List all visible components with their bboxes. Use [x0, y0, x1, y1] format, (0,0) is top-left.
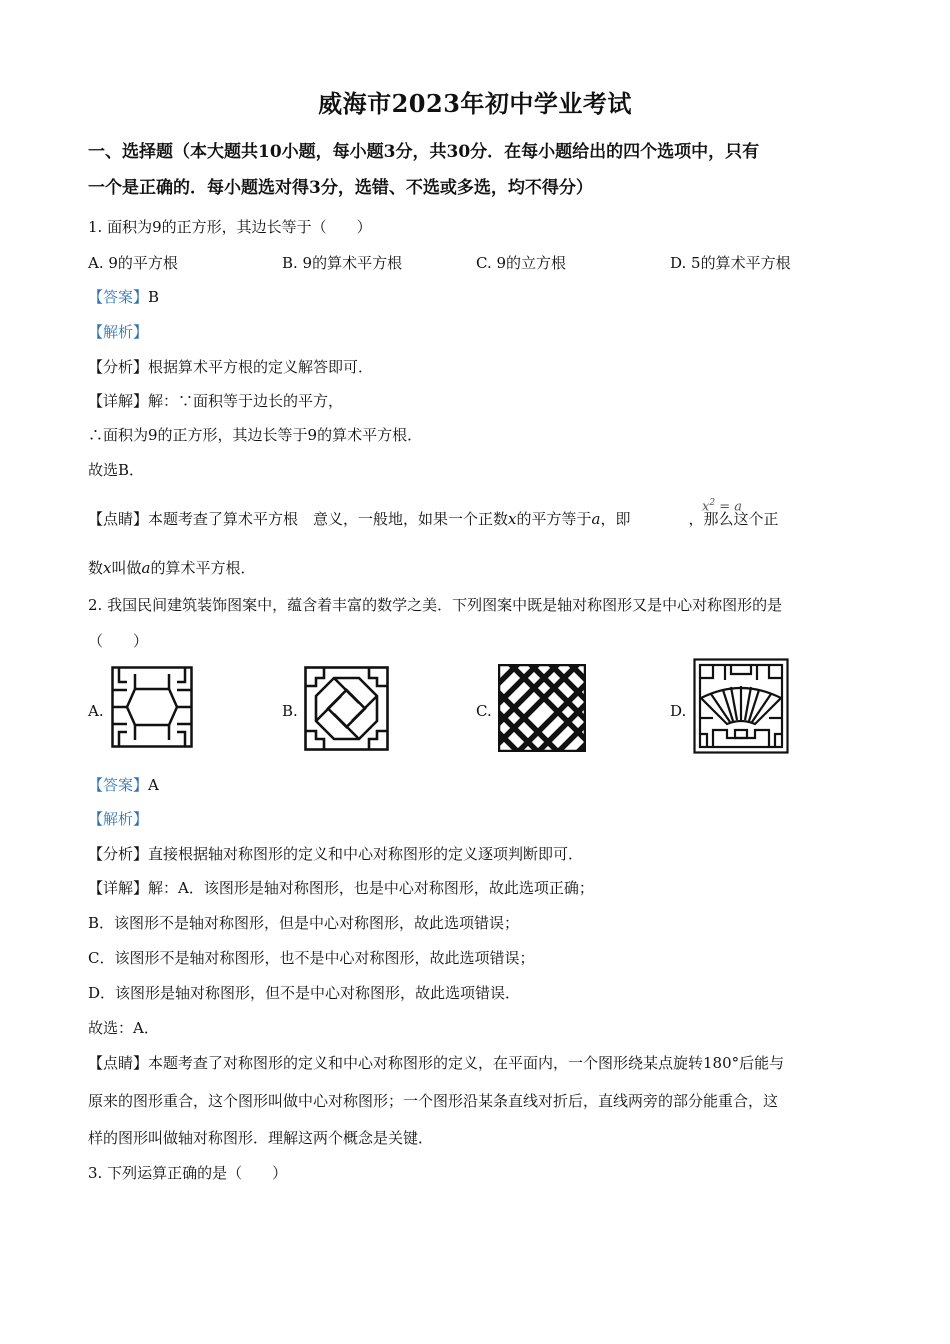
page-title: 威海市2023年初中学业考试: [318, 89, 632, 118]
q2-comment-1: 【点睛】本题考查了对称图形的定义和中心对称图形的定义，在平面内，一个图形绕某点旋转180°后能与: [88, 1054, 785, 1072]
pattern-d-figure: [693, 658, 789, 754]
pattern-b-figure: [304, 666, 389, 751]
q2-label-b: B.: [282, 702, 298, 720]
section-heading-line1: 一、选择题（本大题共10小题，每小题3分，共30分．在每小题给出的四个选项中，只有: [88, 142, 760, 162]
q2-detail-1: 【详解】解：A．该图形是轴对称图形，也是中心对称图形，故此选项正确；: [88, 879, 594, 897]
q2-analysis-tag: 【解析】: [88, 810, 149, 828]
q1-answer: [88, 286, 159, 307]
q2-stem: 2. 我国民间建筑装饰图案中，蕴含着丰富的数学之美．下列图案中既是轴对称图形又是中心对称图形的是: [88, 596, 783, 614]
pattern-c-figure: [498, 664, 586, 752]
q2-label-a: A.: [88, 702, 104, 720]
q1-stem: 1. 面积为9的正方形，其边长等于（ ）: [88, 218, 372, 236]
q2-detail-3: C．该图形不是轴对称图形，也不是中心对称图形，故此选项错误；: [88, 949, 535, 967]
q1-option-b: B. 9的算术平方根: [282, 254, 403, 272]
q2-label-d: D.: [670, 702, 687, 720]
q1-formula: $x^2 = a$: [702, 498, 742, 515]
q1-comment-line1: 【点睛】本题考查了算术平方根 意义，一般地，如果一个正数x的平方等于a，即 ，那么这个正: [88, 510, 779, 528]
q2-label-c: C.: [476, 702, 492, 720]
q1-option-d: D. 5的算术平方根: [670, 254, 791, 272]
q1-detail-1: 【详解】解：∵面积等于边长的平方，: [88, 392, 344, 410]
q2-choose: 故选：A．: [88, 1019, 159, 1037]
q1-option-c: C. 9的立方根: [476, 254, 567, 272]
q1-comment-line2: 数x叫做a的算术平方根．: [88, 559, 256, 577]
q3-stem: 3. 下列运算正确的是（ ）: [88, 1164, 288, 1182]
q1-detail-2: ∴面积为9的正方形，其边长等于9的算术平方根．: [88, 426, 423, 444]
q2-stem-blank: （ ）: [88, 632, 149, 650]
q2-analysis: 【分析】直接根据轴对称图形的定义和中心对称图形的定义逐项判断即可．: [88, 845, 584, 863]
answer-value: B: [148, 288, 160, 306]
q1-analysis: 【分析】根据算术平方根的定义解答即可．: [88, 358, 374, 376]
answer-tag: 【答案】: [88, 288, 149, 306]
section-heading-line2: 一个是正确的．每小题选对得3分，选错、不选或多选，均不得分）: [88, 178, 593, 198]
q2-detail-4: D．该图形是轴对称图形，但不是中心对称图形，故此选项错误．: [88, 984, 521, 1002]
q2-answer: 【答案】A: [88, 776, 159, 794]
q2-comment-2: 原来的图形重合，这个图形叫做中心对称图形；一个图形沿某条直线对折后，直线两旁的部分能重合，这: [88, 1092, 779, 1110]
q2-detail-2: B．该图形不是轴对称图形，但是中心对称图形，故此选项错误；: [88, 914, 520, 932]
q2-comment-3: 样的图形叫做轴对称图形．理解这两个概念是关键．: [88, 1129, 434, 1147]
q1-analysis-tag: 【解析】: [88, 323, 149, 341]
q1-option-a: A. 9的平方根: [88, 254, 178, 272]
pattern-a-figure: [111, 666, 193, 748]
q1-choose: 故选B．: [88, 461, 145, 479]
